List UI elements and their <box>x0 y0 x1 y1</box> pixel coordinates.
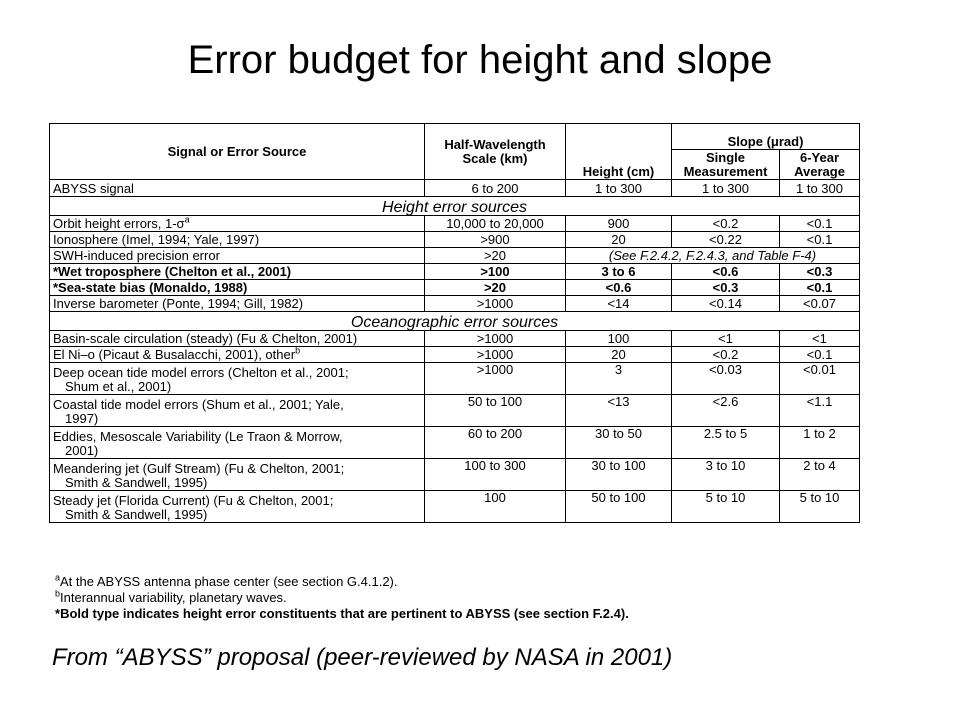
source-text: Deep ocean tide model errors (Chelton et al., 2001; <box>53 365 349 380</box>
source-cell <box>50 232 425 248</box>
single-cell: <0.6 <box>672 264 780 280</box>
height-cell: <0.6 <box>566 280 672 296</box>
table-row <box>50 363 860 395</box>
single-cell: 3 to 10 <box>672 459 780 491</box>
header-scale: Half-Wavelength Scale (km) <box>425 124 566 180</box>
source-cell <box>50 395 425 427</box>
single-cell: <0.3 <box>672 280 780 296</box>
source-text-continued: Smith & Sandwell, 1995) <box>65 475 208 490</box>
height-section-row <box>50 197 860 216</box>
height-cell: 3 <box>566 363 672 395</box>
source-cell <box>50 216 425 232</box>
error-budget-table <box>49 123 860 523</box>
source-text: Meandering jet (Gulf Stream) (Fu & Chelton, 2001; <box>53 461 345 476</box>
source-text-continued: Shum et al., 2001) <box>65 379 172 394</box>
note-cell: (See F.2.4.2, F.2.4.3, and Table F-4) <box>566 248 860 264</box>
footnote-mark: a <box>184 214 190 225</box>
header-source: Signal or Error Source <box>50 124 425 180</box>
header-row-1 <box>50 124 860 150</box>
header-height: Height (cm) <box>566 124 672 180</box>
source-text: Orbit height errors, 1-σ <box>53 216 185 231</box>
source-text: Coastal tide model errors (Shum et al., 2001; Yale, <box>53 397 344 412</box>
average-cell: 2 to 4 <box>780 459 860 491</box>
scale-cell: 6 to 200 <box>425 180 566 197</box>
height-cell: 20 <box>566 347 672 363</box>
scale-cell: >20 <box>425 248 566 264</box>
footnote-mark: b <box>55 588 61 599</box>
scale-cell: >1000 <box>425 331 566 347</box>
footnote-text: Bold type indicates height error constituents that are pertinent to ABYSS (see section F.2.4). <box>60 606 629 621</box>
scale-cell: >100 <box>425 264 566 280</box>
source-text-continued: Smith & Sandwell, 1995) <box>65 507 208 522</box>
footnote-text: Interannual variability, planetary waves. <box>60 590 287 605</box>
header-slope: Slope (μrad) <box>672 124 860 150</box>
single-cell: <1 <box>672 331 780 347</box>
scale-cell: >900 <box>425 232 566 248</box>
source-cell <box>50 280 425 296</box>
table-row <box>50 347 860 363</box>
footnote <box>55 606 629 622</box>
scale-cell: >20 <box>425 280 566 296</box>
height-cell: 30 to 50 <box>566 427 672 459</box>
table-row <box>50 248 860 264</box>
source-cell <box>50 491 425 523</box>
source-text-continued: 2001) <box>65 443 99 458</box>
height-cell: 20 <box>566 232 672 248</box>
average-cell: 1 to 300 <box>780 180 860 197</box>
table-row <box>50 459 860 491</box>
table-row <box>50 491 860 523</box>
average-cell: 1 to 2 <box>780 427 860 459</box>
table-row <box>50 232 860 248</box>
height-cell: 900 <box>566 216 672 232</box>
single-cell: 1 to 300 <box>672 180 780 197</box>
table-row <box>50 395 860 427</box>
scale-cell: >1000 <box>425 296 566 312</box>
height-cell: 100 <box>566 331 672 347</box>
scale-cell: 100 to 300 <box>425 459 566 491</box>
average-cell: <1 <box>780 331 860 347</box>
average-cell: <0.1 <box>780 347 860 363</box>
single-cell: <0.22 <box>672 232 780 248</box>
footnote-text: At the ABYSS antenna phase center (see section G.4.1.2). <box>60 574 398 589</box>
source-cell <box>50 296 425 312</box>
scale-cell: >1000 <box>425 363 566 395</box>
source-cell <box>50 459 425 491</box>
footnote <box>55 590 629 606</box>
source-text: SWH-induced precision error <box>53 248 220 263</box>
source-cell <box>50 363 425 395</box>
source-caption: From “ABYSS” proposal (peer-reviewed by NASA in 2001) <box>52 644 673 671</box>
single-cell: <0.2 <box>672 347 780 363</box>
scale-cell: 50 to 100 <box>425 395 566 427</box>
single-cell: 5 to 10 <box>672 491 780 523</box>
source-text: Inverse barometer (Ponte, 1994; Gill, 1982) <box>53 296 304 311</box>
footnote <box>55 574 629 590</box>
ocean-section-row <box>50 312 860 331</box>
source-cell <box>50 248 425 264</box>
source-text-continued: 1997) <box>65 411 99 426</box>
slide-title: Error budget for height and slope <box>187 38 773 82</box>
footnote-mark: b <box>295 345 301 356</box>
table-row <box>50 427 860 459</box>
source-cell: ABYSS signal <box>50 180 425 197</box>
source-text: El Ni–o (Picaut & Busalacchi, 2001), other <box>53 347 296 362</box>
height-cell: 1 to 300 <box>566 180 672 197</box>
header-average: 6-Year Average <box>780 150 860 180</box>
table-row <box>50 331 860 347</box>
single-cell: <2.6 <box>672 395 780 427</box>
average-cell: <1.1 <box>780 395 860 427</box>
single-cell: <0.2 <box>672 216 780 232</box>
source-text: Ionosphere (Imel, 1994; Yale, 1997) <box>53 232 260 247</box>
source-text: *Wet troposphere (Chelton et al., 2001) <box>53 264 292 279</box>
footnote-mark: * <box>55 606 61 621</box>
height-cell: <14 <box>566 296 672 312</box>
section-heading: Height error sources <box>50 197 860 216</box>
single-cell: <0.14 <box>672 296 780 312</box>
average-cell: <0.1 <box>780 232 860 248</box>
signal-row <box>50 180 860 197</box>
single-cell: <0.03 <box>672 363 780 395</box>
height-cell: 3 to 6 <box>566 264 672 280</box>
source-text: Basin-scale circulation (steady) (Fu & Chelton, 2001) <box>53 331 358 346</box>
table-row <box>50 264 860 280</box>
footnote-mark: a <box>55 572 61 583</box>
average-cell: <0.3 <box>780 264 860 280</box>
height-cell: <13 <box>566 395 672 427</box>
header-single: Single Measurement <box>672 150 780 180</box>
scale-cell: >1000 <box>425 347 566 363</box>
height-cell: 30 to 100 <box>566 459 672 491</box>
source-text: Eddies, Mesoscale Variability (Le Traon & Morrow, <box>53 429 343 444</box>
table-row <box>50 296 860 312</box>
section-heading: Oceanographic error sources <box>50 312 860 331</box>
source-text: *Sea-state bias (Monaldo, 1988) <box>53 280 248 295</box>
average-cell: <0.01 <box>780 363 860 395</box>
scale-cell: 100 <box>425 491 566 523</box>
table-row <box>50 216 860 232</box>
average-cell: <0.1 <box>780 280 860 296</box>
source-cell <box>50 347 425 363</box>
scale-cell: 60 to 200 <box>425 427 566 459</box>
source-text: Steady jet (Florida Current) (Fu & Chelton, 2001; <box>53 493 334 508</box>
single-cell: 2.5 to 5 <box>672 427 780 459</box>
table-footnotes <box>55 574 629 622</box>
source-cell <box>50 331 425 347</box>
average-cell: <0.07 <box>780 296 860 312</box>
average-cell: 5 to 10 <box>780 491 860 523</box>
source-cell <box>50 264 425 280</box>
average-cell: <0.1 <box>780 216 860 232</box>
height-cell: 50 to 100 <box>566 491 672 523</box>
source-cell <box>50 427 425 459</box>
scale-cell: 10,000 to 20,000 <box>425 216 566 232</box>
table-row <box>50 280 860 296</box>
